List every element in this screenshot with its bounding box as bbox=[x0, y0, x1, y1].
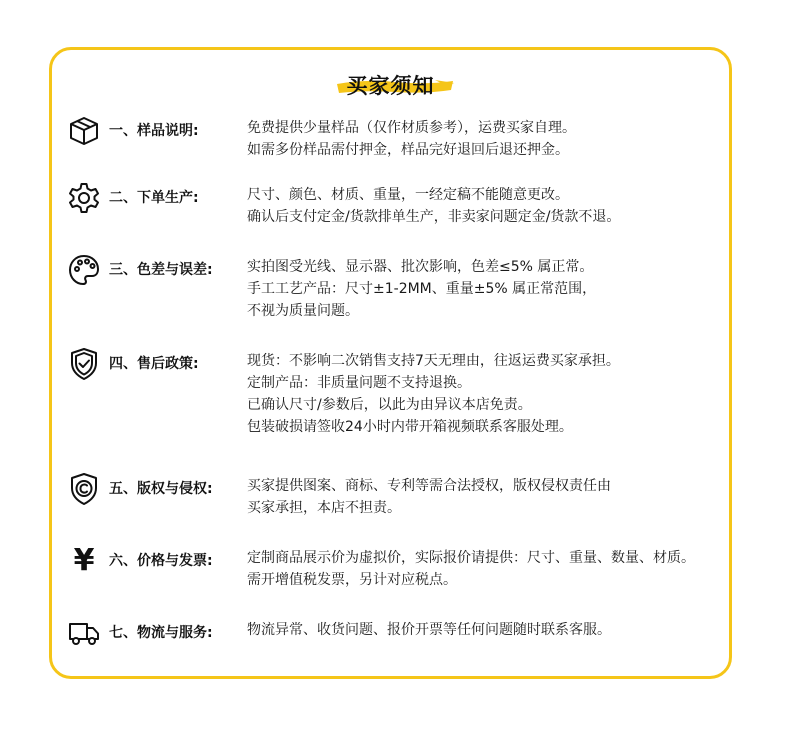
section-lines bbox=[247, 478, 611, 522]
section-line: 物流异常、收货问题、报价开票等任何问题随时联系客服。 bbox=[247, 622, 611, 638]
section-line: 尺寸、颜色、材质、重量，一经定稿不能随意更改。 bbox=[247, 187, 569, 203]
section-lines bbox=[247, 622, 611, 644]
section-line: 现货：不影响二次销售支持7天无理由，往返运费买家承担。 bbox=[247, 353, 620, 369]
section-line: 包装破损请签收24小时内带开箱视频联系客服处理。 bbox=[247, 419, 573, 435]
section-line: 定制商品展示价为虚拟价，实际报价请提供：尺寸、重量、数量、材质。 bbox=[247, 550, 695, 566]
section-label: 二、下单生产: bbox=[109, 190, 199, 206]
section-line: 确认后支付定金/货款排单生产，非卖家问题定金/货款不退。 bbox=[247, 209, 621, 225]
section-lines bbox=[247, 259, 596, 325]
section-line: 如需多份样品需付押金，样品完好退回后退还押金。 bbox=[247, 142, 569, 158]
section-label: 三、色差与误差: bbox=[109, 262, 213, 278]
section-lines bbox=[247, 353, 620, 441]
section-line: 需开增值税发票，另计对应税点。 bbox=[247, 572, 457, 588]
yen-icon: ¥ bbox=[73, 543, 95, 578]
section-line: 已确认尺寸/参数后，以此为由异议本店免责。 bbox=[247, 397, 532, 413]
section-line: 不视为质量问题。 bbox=[247, 303, 359, 319]
notice-card bbox=[49, 47, 732, 679]
shield-check-icon bbox=[67, 347, 101, 381]
copyright-shield-icon bbox=[67, 472, 101, 506]
section-label: 四、售后政策: bbox=[109, 356, 199, 372]
section-lines bbox=[247, 187, 620, 231]
delivery-truck-icon bbox=[67, 616, 101, 650]
section-line: 买家承担，本店不担责。 bbox=[247, 500, 401, 516]
section-label: 六、价格与发票: bbox=[109, 553, 213, 569]
section-line: 定制产品：非质量问题不支持退换。 bbox=[247, 375, 471, 391]
section-label: 五、版权与侵权: bbox=[109, 481, 213, 497]
section-lines bbox=[247, 120, 576, 164]
section-line: 免费提供少量样品（仅作材质参考），运费买家自理。 bbox=[247, 120, 576, 136]
section-line: 实拍图受光线、显示器、批次影响，色差≤5% 属正常。 bbox=[247, 259, 594, 275]
section-lines bbox=[247, 550, 695, 594]
page-title: 买家须知 bbox=[339, 70, 443, 100]
palette-icon bbox=[67, 253, 101, 287]
gear-icon bbox=[67, 181, 101, 215]
section-label: 七、物流与服务: bbox=[109, 625, 213, 641]
section-line: 手工工艺产品：尺寸±1-2MM、重量±5% 属正常范围， bbox=[247, 281, 597, 297]
title-area bbox=[52, 70, 729, 100]
section-line: 买家提供图案、商标、专利等需合法授权，版权侵权责任由 bbox=[247, 478, 611, 494]
package-box-icon bbox=[67, 114, 101, 148]
section-label: 一、样品说明: bbox=[109, 123, 199, 139]
